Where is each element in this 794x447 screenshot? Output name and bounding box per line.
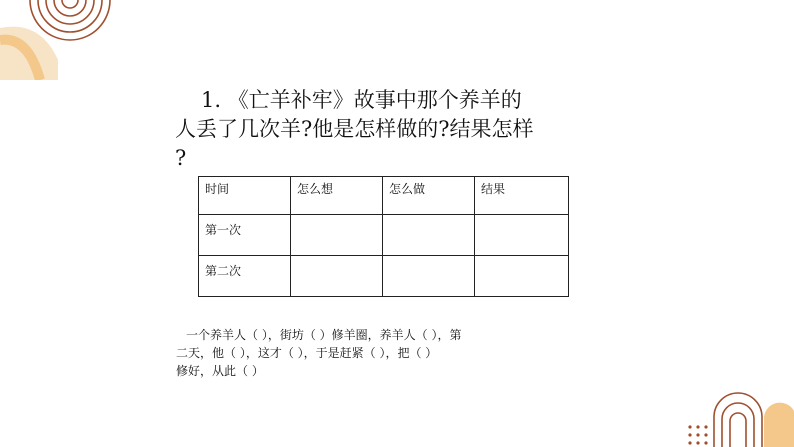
question-line-1: 1. 《亡羊补牢》故事中那个养羊的 [201,88,522,112]
table-row [199,256,569,297]
header-cell-do: 怎么做 [383,177,475,215]
table-cell[interactable] [291,256,383,297]
question-line-2: 人丢了几次羊?他是怎样做的?结果怎样 [175,117,534,141]
table-row [199,215,569,256]
header-cell-time: 时间 [199,177,291,215]
arc-decoration-icon [0,0,130,80]
table-cell[interactable] [383,256,475,297]
fill-line-1: 一个养羊人（ ），街坊（ ）修羊圈，养羊人（ ），第 [186,328,462,342]
row-label-second: 第二次 [199,256,291,297]
table-cell[interactable] [475,215,569,256]
header-cell-result: 结果 [475,177,569,215]
row-label-first: 第一次 [199,215,291,256]
table-cell[interactable] [291,215,383,256]
fill-line-3: 修好，从此（ ） [176,364,264,378]
table-cell[interactable] [383,215,475,256]
header-cell-think: 怎么想 [291,177,383,215]
rainbow-arch-icon [684,377,794,447]
fill-in-blank-text [176,326,638,380]
fill-line-2: 二天，他（ ），这才（ ），于是赶紧（ ），把（ ） [176,346,438,360]
table-header-row [199,177,569,215]
answer-table [198,176,569,297]
question-text [175,86,595,173]
table-cell[interactable] [475,256,569,297]
question-line-3: ? [175,146,187,170]
